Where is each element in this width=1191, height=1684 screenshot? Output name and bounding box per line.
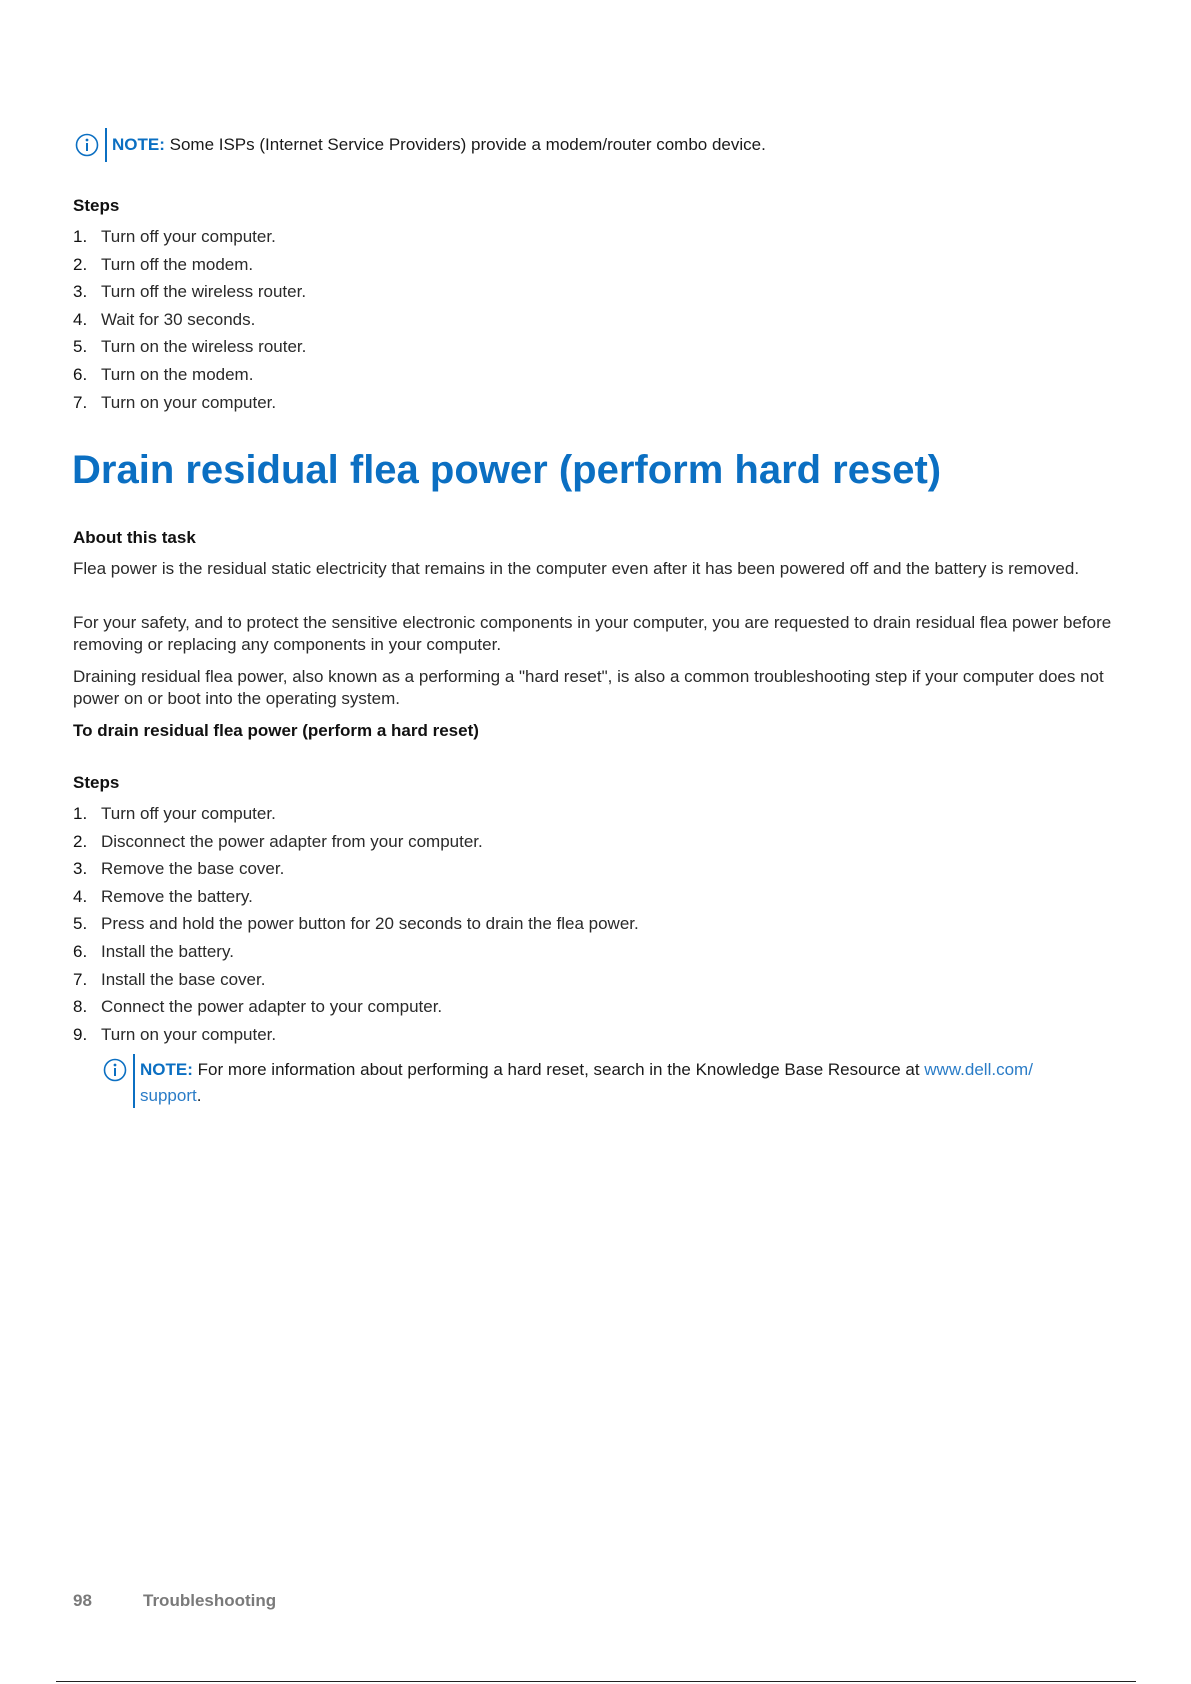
footer-divider: [56, 1681, 1136, 1682]
steps-list: [73, 223, 306, 416]
info-icon: [103, 1057, 129, 1083]
step-number: 3.: [73, 859, 88, 879]
step-text: Turn off the wireless router.: [101, 282, 307, 302]
drain-heading: To drain residual flea power (perform a hard reset): [73, 721, 479, 740]
step-number: 3.: [73, 282, 88, 302]
page-number: 98: [73, 1591, 92, 1610]
step-text: Install the base cover.: [101, 969, 266, 989]
step-number: 7.: [73, 392, 88, 412]
note-label: NOTE:: [140, 1060, 193, 1079]
step-text: Press and hold the power button for 20 seconds to drain the flea power.: [101, 914, 639, 934]
step-text: Install the battery.: [101, 941, 234, 961]
step-number: 7.: [73, 969, 88, 989]
list-item: [73, 883, 639, 911]
step-number: 2.: [73, 831, 88, 851]
step-text: Connect the power adapter to your computer.: [101, 997, 443, 1017]
footer-section-label: Troubleshooting: [143, 1591, 277, 1610]
step-number: 1.: [73, 227, 88, 246]
list-item: [73, 361, 306, 389]
note-period: .: [196, 1086, 202, 1105]
list-item: [73, 938, 639, 966]
link-part-1[interactable]: www.dell.com/: [924, 1060, 1033, 1079]
list-item: [73, 910, 639, 938]
step-number: 2.: [73, 254, 88, 274]
step-number: 5.: [73, 337, 88, 357]
list-item: [73, 333, 306, 361]
step-text: Remove the battery.: [101, 886, 253, 906]
step-text: Turn off your computer.: [101, 227, 276, 246]
note-isp: [75, 132, 1125, 162]
list-item: [73, 278, 306, 306]
step-number: 4.: [73, 309, 88, 329]
step-number: 5.: [73, 914, 88, 934]
list-item: [73, 855, 639, 883]
note-body: For more information about performing a hard reset, search in the Knowledge Base Resource at: [192, 1060, 925, 1079]
step-number: 1.: [73, 804, 88, 823]
link-part-2[interactable]: support: [140, 1086, 197, 1105]
steps-heading: Steps: [73, 196, 120, 215]
list-item: [73, 251, 306, 279]
step-text: Turn off the modem.: [101, 254, 254, 274]
list-item: [73, 828, 639, 856]
step-text: Disconnect the power adapter from your computer.: [101, 831, 483, 851]
steps-heading: Steps: [73, 773, 120, 792]
note-text: [112, 132, 1125, 158]
note-bar: [105, 128, 107, 162]
step-text: Wait for 30 seconds.: [101, 309, 256, 329]
step-text: Turn on the wireless router.: [101, 337, 307, 357]
list-item: [73, 1021, 639, 1049]
list-item: [73, 306, 306, 334]
note-hard-reset-info: [103, 1057, 1113, 1109]
paragraph-safety: For your safety, and to protect the sensitive electronic components in your computer, you are requested to drain residual flea power before removing or replacing any components in your computer.: [73, 613, 1112, 654]
step-number: 6.: [73, 364, 88, 384]
list-item: [73, 800, 639, 828]
step-text: Turn off your computer.: [101, 804, 276, 823]
note-label: NOTE:: [112, 135, 165, 154]
paragraph-hard-reset: Draining residual flea power, also known as a performing a "hard reset", is also a common troubleshooting step if your computer does not power on or boot into the operating system.: [73, 667, 1104, 708]
list-item: [73, 389, 306, 417]
step-text: Turn on the modem.: [101, 364, 254, 384]
step-number: 9.: [73, 1024, 88, 1044]
step-number: 4.: [73, 886, 88, 906]
list-item: [73, 966, 639, 994]
step-text: Turn on your computer.: [101, 1024, 277, 1044]
step-number: 8.: [73, 997, 88, 1017]
step-text: Remove the base cover.: [101, 859, 285, 879]
list-item: [73, 223, 306, 251]
step-text: Turn on your computer.: [101, 392, 277, 412]
about-task-heading: About this task: [73, 528, 196, 547]
steps-list: [73, 800, 639, 1048]
section-title: Drain residual flea power (perform hard reset): [72, 448, 942, 492]
note-text: [140, 1057, 1113, 1109]
step-number: 6.: [73, 941, 88, 961]
note-bar: [133, 1054, 135, 1108]
list-item: [73, 993, 639, 1021]
paragraph-flea-power: Flea power is the residual static electricity that remains in the computer even after it has been powered off and the battery is removed.: [73, 559, 1080, 578]
note-body: Some ISPs (Internet Service Providers) provide a modem/router combo device.: [164, 135, 766, 154]
info-icon: [75, 132, 101, 158]
